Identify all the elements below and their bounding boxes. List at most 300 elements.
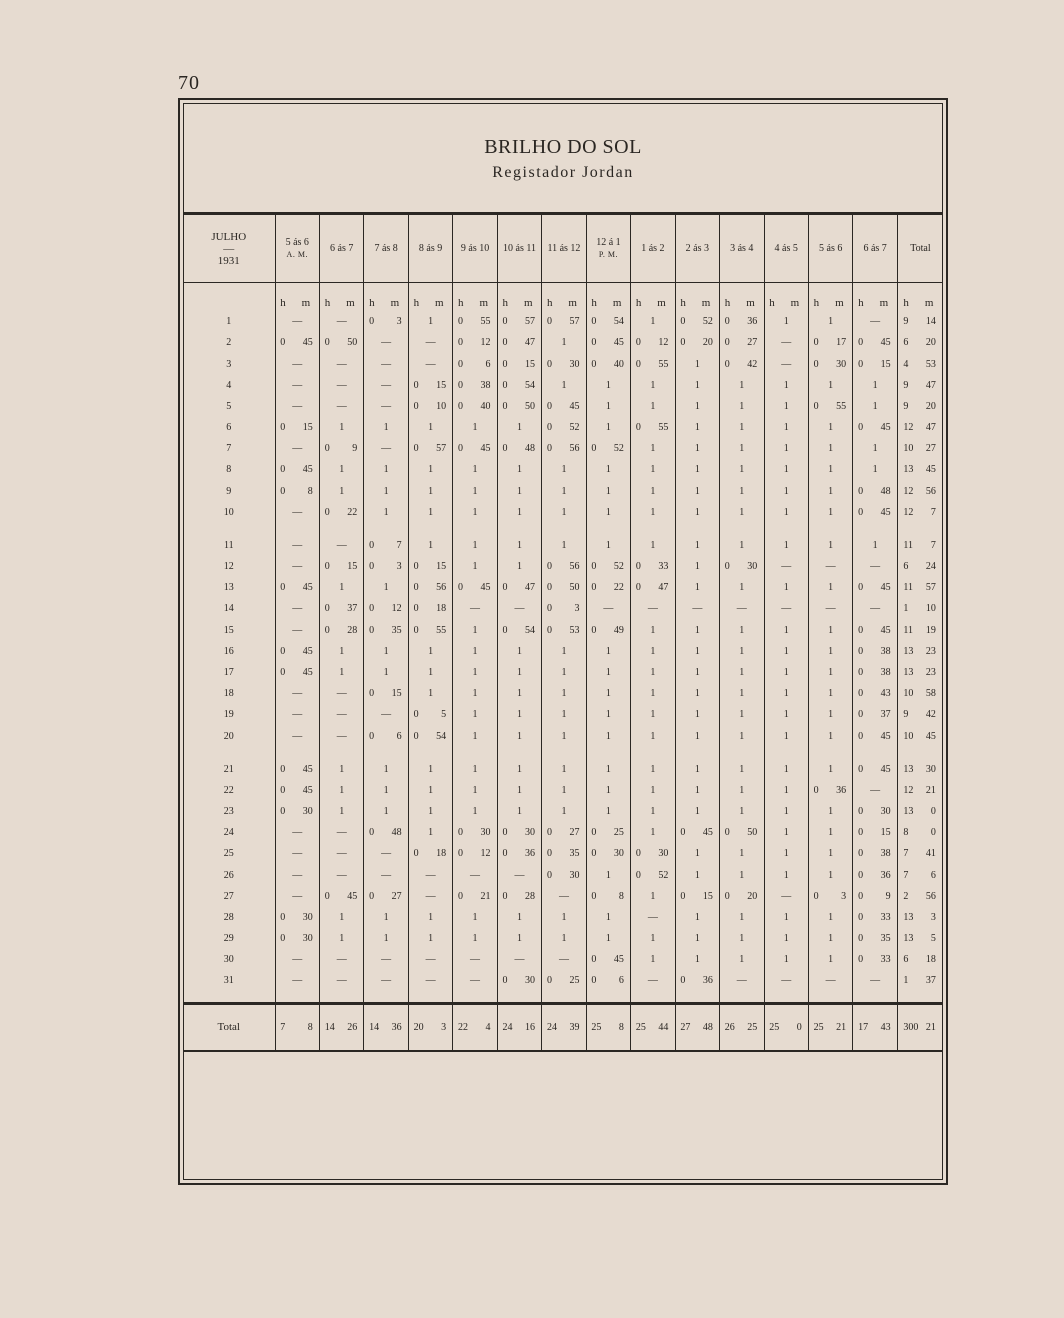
hour-cell (720, 704, 764, 725)
total-cell (542, 1003, 586, 1051)
hour-cell (586, 725, 630, 746)
table-row (183, 886, 943, 907)
table-row (183, 480, 943, 501)
duration-value: 1 (517, 806, 522, 818)
duration-value: 0 47 (502, 337, 535, 349)
hour-cell (542, 683, 586, 704)
hour-cell (453, 556, 497, 577)
hour-cell (631, 641, 675, 662)
day-number: 7 (226, 443, 232, 455)
duration-value: 1 (828, 911, 834, 923)
hour-cell (319, 375, 363, 396)
hour-cell (542, 970, 586, 991)
duration-value: — (870, 603, 881, 615)
hour-cell (853, 438, 897, 459)
duration-value: 1 (605, 763, 611, 775)
duration-value: 0 52 (591, 443, 624, 455)
day-total-cell (897, 801, 943, 822)
hour-cell (853, 311, 897, 332)
duration-value: 1 (517, 464, 522, 476)
hour-cell (408, 886, 452, 907)
hour-cell (720, 417, 764, 438)
duration-value: 1 (517, 709, 522, 721)
day-total-cell (897, 865, 943, 886)
unit-minutes: m (879, 297, 889, 310)
hour-cell (497, 459, 541, 480)
hour-cell (408, 502, 452, 523)
hour-cell (675, 598, 719, 619)
hour-cell (631, 353, 675, 374)
hour-cell (497, 843, 541, 864)
duration-value: 1 (383, 506, 389, 518)
day-number: 14 (223, 603, 234, 615)
total-cell (631, 1003, 675, 1051)
total-cell (853, 1003, 897, 1051)
duration-value: 1 (694, 848, 700, 860)
table-row (183, 865, 943, 886)
hour-cell (631, 311, 675, 332)
duration-value: 0 30 (858, 806, 891, 818)
hour-cell (542, 928, 586, 949)
hour-cell (319, 725, 363, 746)
duration-value: — (425, 954, 436, 966)
duration-value: 1 (739, 688, 745, 700)
hour-cell (542, 662, 586, 683)
duration-value: 0 36 (502, 848, 535, 860)
hour-cell (853, 577, 897, 598)
hour-cell (319, 780, 363, 801)
duration-value: 0 20 (680, 337, 713, 349)
duration-value: 1 (783, 624, 789, 636)
duration-value: 0 33 (858, 954, 891, 966)
column-header-label: 9 ás 10 (460, 242, 490, 254)
hour-cell (408, 438, 452, 459)
hour-cell (720, 396, 764, 417)
hour-cell (720, 662, 764, 683)
duration-value: 1 (605, 806, 611, 818)
duration-value: 1 (828, 763, 834, 775)
duration-value: 1 (872, 464, 878, 476)
duration-value: — (514, 954, 525, 966)
duration-value: — (381, 400, 392, 412)
duration-value: 1 (783, 443, 789, 455)
hour-cell (364, 843, 408, 864)
hour-cell (497, 332, 541, 353)
hour-cell (453, 641, 497, 662)
duration-value: — (292, 869, 303, 881)
hour-cell (631, 759, 675, 780)
duration-value: 0 36 (680, 975, 713, 987)
duration-value: 0 45 (680, 827, 713, 839)
duration-value: 1 (561, 763, 567, 775)
duration-value: 0 56 (546, 561, 580, 573)
duration-value: 0 3 (369, 316, 402, 328)
hour-cell (453, 480, 497, 501)
duration-value: 0 56 (546, 443, 580, 455)
duration-value: 12 21 (903, 784, 936, 796)
hour-cell (542, 759, 586, 780)
duration-value: 0 45 (858, 506, 891, 518)
hour-cell (853, 704, 897, 725)
hour-cell (631, 822, 675, 843)
table-row (183, 535, 943, 556)
hour-cell (319, 759, 363, 780)
column-header-period: P. M. (598, 249, 618, 259)
duration-value: 1 (383, 806, 389, 818)
duration-value: 1 (694, 666, 700, 678)
day-total-cell (897, 535, 943, 556)
duration-value: 1 (605, 464, 611, 476)
duration-value: 1 (472, 506, 478, 518)
day-total-cell (897, 704, 943, 725)
duration-value: 1 (739, 911, 745, 923)
duration-value: 1 (428, 422, 434, 434)
duration-value: 1 (383, 582, 389, 594)
duration-value: 1 (650, 316, 656, 328)
hour-cell (408, 556, 452, 577)
hour-cell (497, 907, 541, 928)
hour-cell (275, 683, 319, 704)
hour-cell (808, 949, 852, 970)
hour-cell (319, 396, 363, 417)
hour-cell (364, 577, 408, 598)
hour-cell (586, 577, 630, 598)
units-cell (631, 283, 675, 312)
hour-cell (542, 725, 586, 746)
duration-value: 27 48 (680, 1021, 713, 1033)
hour-cell (675, 843, 719, 864)
duration-value: 1 (605, 645, 611, 657)
duration-value: 1 (783, 848, 789, 860)
duration-value: 0 52 (546, 422, 580, 434)
column-header-label: 7 ás 8 (374, 242, 398, 254)
units-cell (764, 283, 808, 312)
header-row (183, 214, 943, 283)
hour-cell (275, 704, 319, 725)
hour-cell (720, 375, 764, 396)
duration-value: 0 49 (591, 624, 624, 636)
hour-cell (453, 502, 497, 523)
hour-cell (764, 311, 808, 332)
hour-cell (808, 886, 852, 907)
hour-cell (453, 598, 497, 619)
day-total-cell (897, 907, 943, 928)
hour-cell (631, 417, 675, 438)
duration-value: 0 3 (369, 561, 402, 573)
duration-value: 0 30 (280, 911, 313, 923)
hour-cell (364, 886, 408, 907)
day-number: 30 (223, 954, 234, 966)
hour-cell (853, 759, 897, 780)
duration-value: 1 (650, 954, 656, 966)
hour-cell (675, 577, 719, 598)
hour-cell (808, 620, 852, 641)
hour-cell (808, 725, 852, 746)
hour-cell (542, 598, 586, 619)
duration-value: — (425, 890, 436, 902)
units-cell (319, 283, 363, 312)
duration-value: 1 (561, 379, 567, 391)
duration-value: 1 (561, 539, 567, 551)
duration-value: 1 (783, 806, 789, 818)
duration-value: 1 (783, 933, 789, 945)
duration-value: 1 (472, 806, 478, 818)
hour-cell (275, 502, 319, 523)
duration-value: 0 21 (458, 890, 491, 902)
hour-cell (319, 353, 363, 374)
hour-cell (408, 417, 452, 438)
unit-hours: h (280, 297, 286, 310)
hour-cell (319, 801, 363, 822)
duration-value: 1 (694, 624, 700, 636)
hour-cell (586, 822, 630, 843)
day-total-cell (897, 725, 943, 746)
hour-cell (808, 417, 852, 438)
duration-value: 12 47 (903, 422, 936, 434)
units-cell (275, 283, 319, 312)
hour-cell (319, 704, 363, 725)
duration-value: 1 (605, 485, 611, 497)
duration-value: 0 15 (502, 358, 535, 370)
duration-value: 0 52 (680, 316, 713, 328)
duration-value: 1 (872, 379, 878, 391)
hour-cell (764, 620, 808, 641)
hour-cell (408, 822, 452, 843)
duration-value: — (292, 358, 303, 370)
duration-value: 7 6 (903, 869, 936, 881)
duration-value: 1 (605, 539, 611, 551)
hour-cell (275, 375, 319, 396)
table-row (183, 780, 943, 801)
hour-cell (764, 801, 808, 822)
hour-cell (720, 865, 764, 886)
hour-cell (764, 970, 808, 991)
duration-value: 0 30 (813, 358, 847, 370)
hour-cell (275, 598, 319, 619)
day-total-cell (897, 843, 943, 864)
hour-cell (586, 311, 630, 332)
duration-value: — (336, 975, 347, 987)
duration-value: 1 (694, 688, 700, 700)
day-number: 10 (223, 506, 234, 518)
hour-cell (631, 865, 675, 886)
hour-cell (764, 459, 808, 480)
duration-value: 1 (694, 443, 700, 455)
hour-cell (808, 332, 852, 353)
hour-cell (364, 556, 408, 577)
hour-cell (275, 759, 319, 780)
hour-cell (542, 438, 586, 459)
duration-value: 1 (694, 730, 700, 742)
duration-value: 1 (650, 688, 656, 700)
duration-value: 1 (828, 709, 834, 721)
duration-value: 0 30 (635, 848, 669, 860)
duration-value: 24 16 (502, 1021, 535, 1033)
duration-value: 1 (383, 666, 389, 678)
duration-value: 1 (783, 827, 789, 839)
duration-value: — (736, 975, 747, 987)
duration-value: 13 23 (903, 645, 936, 657)
duration-value: — (336, 379, 347, 391)
duration-value: 0 54 (413, 730, 447, 742)
column-header-label: 5 ás 6 (285, 236, 309, 248)
duration-value: — (381, 848, 392, 860)
hour-cell (853, 375, 897, 396)
hour-cell (497, 759, 541, 780)
duration-value: 1 (605, 400, 611, 412)
duration-value: — (292, 316, 303, 328)
hour-cell (764, 662, 808, 683)
hour-cell (720, 620, 764, 641)
duration-value: 0 3 (813, 890, 847, 902)
hour-cell (319, 970, 363, 991)
duration-value: 0 48 (369, 827, 402, 839)
unit-hours: h (591, 297, 597, 310)
hour-cell (675, 311, 719, 332)
hour-cell (364, 865, 408, 886)
hour-cell (720, 725, 764, 746)
column-header (408, 214, 452, 283)
hour-cell (275, 822, 319, 843)
duration-value: 1 (517, 933, 522, 945)
duration-value: 1 37 (903, 975, 936, 987)
day-number: 1 (226, 316, 232, 328)
hour-cell (808, 662, 852, 683)
duration-value: 0 45 (858, 763, 891, 775)
duration-value: 0 38 (858, 645, 891, 657)
hour-cell (808, 907, 852, 928)
duration-value: 1 (739, 806, 745, 818)
duration-value: 9 20 (903, 400, 936, 412)
duration-value: 13 5 (903, 933, 936, 945)
duration-value: 1 (783, 666, 789, 678)
unit-minutes: m (924, 297, 934, 310)
duration-value: 1 (472, 645, 478, 657)
duration-value: 6 18 (903, 954, 936, 966)
duration-value: — (781, 358, 792, 370)
hour-cell (586, 375, 630, 396)
hour-cell (497, 801, 541, 822)
hour-cell (764, 556, 808, 577)
duration-value: 0 52 (591, 561, 624, 573)
duration-value: 1 (783, 379, 789, 391)
hour-cell (275, 949, 319, 970)
unit-minutes: m (746, 297, 755, 310)
duration-value: 1 (694, 561, 700, 573)
hour-cell (808, 801, 852, 822)
unit-minutes: m (612, 297, 622, 310)
hour-cell (808, 928, 852, 949)
duration-value: 0 18 (413, 848, 447, 860)
hour-cell (808, 535, 852, 556)
hour-cell (542, 801, 586, 822)
duration-value: 0 56 (413, 582, 447, 594)
units-blank (183, 283, 275, 312)
hour-cell (275, 843, 319, 864)
hour-cell (364, 704, 408, 725)
hour-cell (808, 865, 852, 886)
unit-minutes: m (435, 297, 444, 310)
duration-value: 1 (783, 869, 789, 881)
duration-value: — (825, 975, 836, 987)
duration-value: 1 (561, 688, 567, 700)
hour-cell (675, 480, 719, 501)
hour-cell (497, 620, 541, 641)
table-row (183, 801, 943, 822)
hour-cell (408, 598, 452, 619)
hour-cell (497, 417, 541, 438)
duration-value: 0 45 (458, 582, 491, 594)
hour-cell (720, 683, 764, 704)
hour-cell (675, 822, 719, 843)
duration-value: 0 30 (280, 933, 313, 945)
duration-value: 0 48 (858, 485, 891, 497)
duration-value: 1 (339, 666, 345, 678)
hour-cell (853, 353, 897, 374)
hour-cell (586, 459, 630, 480)
hour-cell (453, 780, 497, 801)
hour-cell (408, 641, 452, 662)
duration-value: 0 9 (324, 443, 358, 455)
duration-value: 0 27 (724, 337, 758, 349)
duration-value: 1 (694, 379, 700, 391)
duration-value: 1 (739, 730, 745, 742)
duration-value: 0 45 (858, 624, 891, 636)
hour-cell (275, 970, 319, 991)
hour-cell (453, 865, 497, 886)
table-row (183, 683, 943, 704)
total-cell (408, 1003, 452, 1051)
duration-value: 1 (517, 666, 522, 678)
duration-value: 1 (739, 763, 745, 775)
table-row (183, 725, 943, 746)
hour-cell (497, 662, 541, 683)
duration-value: 1 (739, 400, 745, 412)
day-number: 16 (223, 645, 234, 657)
units-cell (808, 283, 852, 312)
hour-cell (764, 843, 808, 864)
duration-value: — (292, 561, 303, 573)
duration-value: 7 8 (280, 1021, 313, 1033)
duration-value: 1 (605, 379, 611, 391)
hour-cell (853, 556, 897, 577)
total-cell (497, 1003, 541, 1051)
duration-value: 1 (472, 730, 478, 742)
total-cell (586, 1003, 630, 1051)
hour-cell (364, 438, 408, 459)
hour-cell (364, 353, 408, 374)
duration-value: — (781, 603, 792, 615)
table-row (183, 311, 943, 332)
hour-cell (720, 311, 764, 332)
day-number: 22 (223, 784, 234, 796)
hour-cell (497, 641, 541, 662)
duration-value: 2 56 (903, 890, 936, 902)
hour-cell (631, 886, 675, 907)
duration-value: 1 (428, 763, 434, 775)
duration-value: 1 (828, 827, 834, 839)
hour-cell (764, 928, 808, 949)
duration-value: — (514, 869, 525, 881)
hour-cell (497, 396, 541, 417)
duration-value: 1 (428, 827, 434, 839)
duration-value: 1 (650, 506, 656, 518)
duration-value: 1 10 (903, 603, 936, 615)
hour-cell (542, 353, 586, 374)
hour-cell (275, 556, 319, 577)
duration-value: 1 (694, 784, 700, 796)
hour-cell (364, 907, 408, 928)
